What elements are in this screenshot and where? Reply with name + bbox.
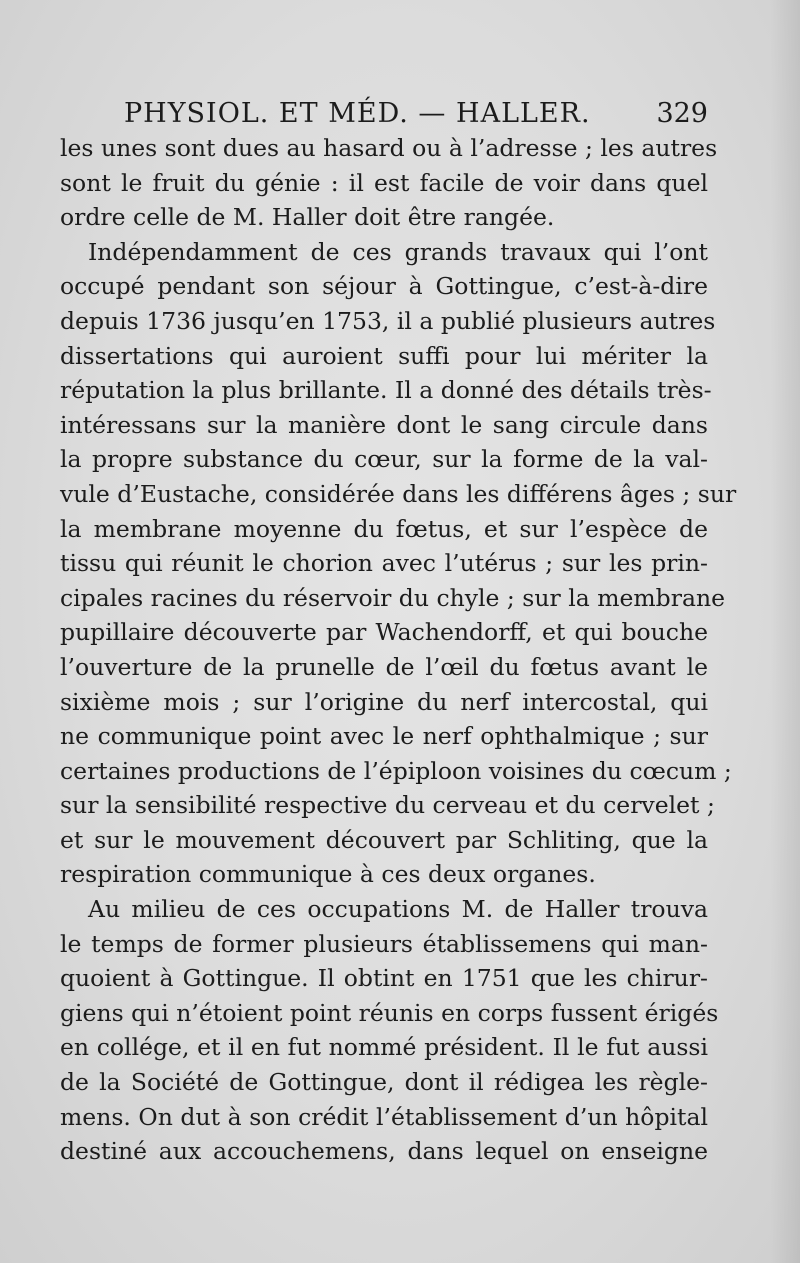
text-line: destiné aux accouchemens, dans lequel on enseigne bbox=[60, 1137, 708, 1166]
text-line: la propre substance du cœur, sur la forme de la val- bbox=[60, 445, 708, 474]
text-line: et sur le mouvement découvert par Schliting, que la bbox=[60, 825, 708, 854]
text-line: l’ouverture de la prunelle de l’œil du fœtus avant le bbox=[60, 652, 708, 681]
text-line: dissertations qui auroient suffi pour lui mériter la bbox=[60, 341, 708, 370]
text-line: occupé pendant son séjour à Gottingue, c’est-à-dire bbox=[60, 272, 708, 301]
text-line: cipales racines du réservoir du chyle ; sur la membrane bbox=[60, 583, 726, 612]
text-line: en collége, et il en fut nommé président. Il le fut aussi bbox=[60, 1033, 708, 1062]
page-header bbox=[124, 94, 708, 134]
text-line: certaines productions de l’épiploon voisines du cœcum ; bbox=[60, 756, 732, 785]
text-line: pupillaire découverte par Wachendorff, et qui bouche bbox=[60, 618, 708, 647]
paragraph-start-line: Au milieu de ces occupations M. de Haller trouva bbox=[88, 895, 708, 924]
paragraph-start-line: Indépendamment de ces grands travaux qui l’ont bbox=[88, 237, 708, 266]
text-line: le temps de former plusieurs établissemens qui man- bbox=[60, 929, 708, 958]
text-line: depuis 1736 jusqu’en 1753, il a publié plusieurs autres bbox=[60, 306, 716, 335]
text-line: réputation la plus brillante. Il a donné des détails très- bbox=[60, 376, 712, 405]
text-line: tissu qui réunit le chorion avec l’utérus ; sur les prin- bbox=[60, 549, 708, 578]
text-line: sixième mois ; sur l’origine du nerf intercostal, qui bbox=[60, 687, 708, 716]
text-line: ne communique point avec le nerf ophthalmique ; sur bbox=[60, 722, 708, 751]
text-line: sur la sensibilité respective du cerveau et du cervelet ; bbox=[60, 791, 715, 820]
text-line: les unes sont dues au hasard ou à l’adresse ; les autres bbox=[60, 134, 718, 162]
body-text bbox=[60, 131, 737, 1169]
text-line: de la Société de Gottingue, dont il rédigea les règle- bbox=[60, 1068, 708, 1097]
page-edge-shadow bbox=[770, 0, 800, 1263]
text-line: sont le fruit du génie : il est facile de voir dans quel bbox=[60, 168, 708, 197]
text-line: respiration communique à ces deux organes. bbox=[60, 860, 596, 889]
running-head: PHYSIOL. ET MÉD. — HALLER. bbox=[124, 98, 591, 129]
text-line: quoient à Gottingue. Il obtint en 1751 que les chirur- bbox=[60, 964, 708, 993]
text-line: la membrane moyenne du fœtus, et sur l’espèce de bbox=[60, 514, 708, 543]
text-line: intéressans sur la manière dont le sang circule dans bbox=[60, 410, 708, 439]
page-number: 329 bbox=[656, 98, 708, 129]
text-line: mens. On dut à son crédit l’établissement d’un hôpital bbox=[60, 1102, 708, 1131]
text-line: vule d’Eustache, considérée dans les différens âges ; sur bbox=[60, 479, 737, 508]
text-line: ordre celle de M. Haller doit être rangée. bbox=[60, 203, 555, 232]
text-line: giens qui n’étoient point réunis en corps fussent érigés bbox=[60, 998, 719, 1027]
